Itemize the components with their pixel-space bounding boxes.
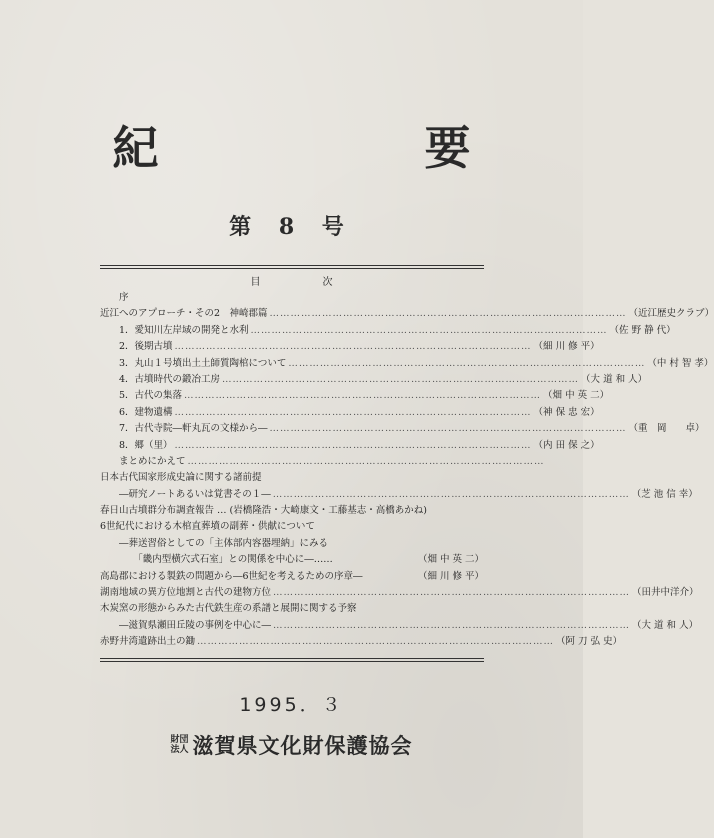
toc-entry-author: （佐 野 静 代） [609, 324, 676, 336]
toc-entry-title: 2．後期古墳 [100, 341, 173, 353]
toc-row [100, 585, 699, 601]
toc-entry-author: （神 保 忠 宏） [533, 406, 600, 418]
publisher-type-bottom: 法人 [170, 745, 189, 755]
toc-entry-author: （畑 中 英 二） [417, 554, 484, 566]
toc-entry-title: 序 [100, 292, 129, 303]
toc-entry-author: （阿 刀 弘 史） [556, 636, 623, 648]
toc-entry-title: 6世紀代における木棺直葬墳の副葬・供献について [100, 521, 315, 533]
toc-entry-author: （大 道 和 人） [632, 619, 699, 631]
toc-leader-dots [273, 585, 630, 601]
publisher [0, 730, 583, 760]
toc-entry-title: 5．古代の集落 [100, 390, 183, 402]
toc-entry-author: （細 川 修 平） [533, 341, 600, 353]
toc-row [100, 339, 600, 355]
volume-number: 第 8 号 [229, 214, 354, 240]
toc-leader-dots [251, 323, 608, 339]
toc-entry-title: ―葬送習俗としての「主体部内容器埋納」にみる [100, 537, 329, 549]
toc-entry-title: 春日山古墳群分布調査報告 … (岩橋隆浩・大崎康文・工藤基志・高橋あかね) [100, 505, 427, 517]
toc-top-rule [100, 265, 484, 269]
toc-entry-title: ―研究ノートあるいは覚書その１― [100, 488, 271, 500]
toc-row [100, 552, 484, 568]
toc-row [100, 470, 484, 486]
toc-row [100, 372, 648, 388]
toc-entry-title: 4．古墳時代の鍛冶工房 [100, 373, 221, 385]
toc-row [100, 454, 484, 470]
toc-leader-dots [273, 487, 630, 503]
toc-leader-dots [175, 438, 532, 454]
toc-row [100, 356, 714, 372]
toc-row [100, 306, 714, 322]
toc-row [100, 290, 484, 306]
toc-entry-title: 湖南地域の異方位地割と古代の建物方位 [100, 587, 272, 599]
toc-row [100, 519, 484, 535]
toc-row [100, 618, 699, 634]
toc-leader-dots [222, 372, 579, 388]
toc-row [100, 634, 623, 650]
toc-entry-title: 6．建物遺構 [100, 406, 173, 418]
toc-row [100, 323, 676, 339]
toc-entry-author: （芝 池 信 幸） [631, 488, 698, 500]
table-of-contents [100, 290, 714, 651]
toc-entry-author: （田井中洋介） [632, 587, 699, 599]
toc-entry-author: （重 岡 卓） [628, 423, 705, 435]
toc-entry-title: 木炭窯の形態からみた古代鉄生産の系譜と展開に関する予察 [100, 603, 357, 615]
toc-entry-title: 1．愛知川左岸域の開発と水利 [100, 324, 249, 336]
toc-entry-title: 高島郡における製鉄の問題から―6世紀を考えるための序章― [100, 570, 363, 582]
toc-heading: 目 次 [250, 277, 359, 288]
toc-row [100, 438, 600, 454]
toc-entry-title: 3．丸山１号墳出土土師質陶棺について [100, 357, 287, 369]
toc-entry-title: 近江へのアプローチ・その2 神崎郡篇 [100, 308, 268, 320]
toc-entry-author: （近江歴史クラブ） [628, 308, 714, 320]
toc-row [100, 601, 484, 617]
toc-row [100, 421, 705, 437]
toc-row [100, 487, 698, 503]
toc-leader-dots [197, 634, 554, 650]
toc-entry-title: 赤野井湾遺跡出土の鋤 [100, 636, 196, 648]
publication-date: 1995．３ [239, 694, 344, 716]
toc-leader-dots [188, 454, 545, 470]
toc-entry-author: （中 村 智 孝） [647, 357, 714, 369]
toc-bottom-rule [100, 658, 484, 662]
toc-entry-title: 「畿内型横穴式石室」との関係を中心に―…… [100, 554, 333, 566]
publisher-name: 滋賀県文化財保護協会 [192, 733, 413, 758]
toc-entry-author: （細 川 修 平） [417, 570, 484, 582]
publisher-type [170, 735, 188, 755]
toc-entry-author: （内 田 保 之） [533, 439, 600, 451]
toc-leader-dots [273, 618, 630, 634]
toc-leader-dots [175, 405, 532, 421]
toc-leader-dots [184, 388, 541, 404]
toc-row [100, 503, 484, 519]
publisher-type-top: 財団 [170, 735, 189, 745]
toc-row [100, 405, 600, 421]
toc-entry-author: （大 道 和 人） [581, 373, 648, 385]
toc-entry-title: ―滋賀県瀬田丘陵の事例を中心に― [100, 619, 272, 631]
toc-entry-title: 日本古代国家形成史論に関する諸前提 [100, 472, 262, 484]
toc-row [100, 569, 484, 585]
toc-leader-dots [270, 306, 627, 322]
toc-row [100, 388, 610, 404]
toc-entry-title: 7．古代寺院―軒丸瓦の文様から― [100, 423, 268, 435]
toc-row [100, 536, 484, 552]
toc-entry-title: 8．郷（里） [100, 439, 173, 451]
toc-leader-dots [288, 356, 645, 372]
toc-leader-dots [270, 421, 627, 437]
toc-leader-dots [175, 339, 532, 355]
toc-entry-author: （畑 中 英 二） [543, 390, 610, 402]
toc-entry-title: まとめにかえて [100, 455, 186, 467]
page-title: 紀 要 [112, 121, 581, 175]
